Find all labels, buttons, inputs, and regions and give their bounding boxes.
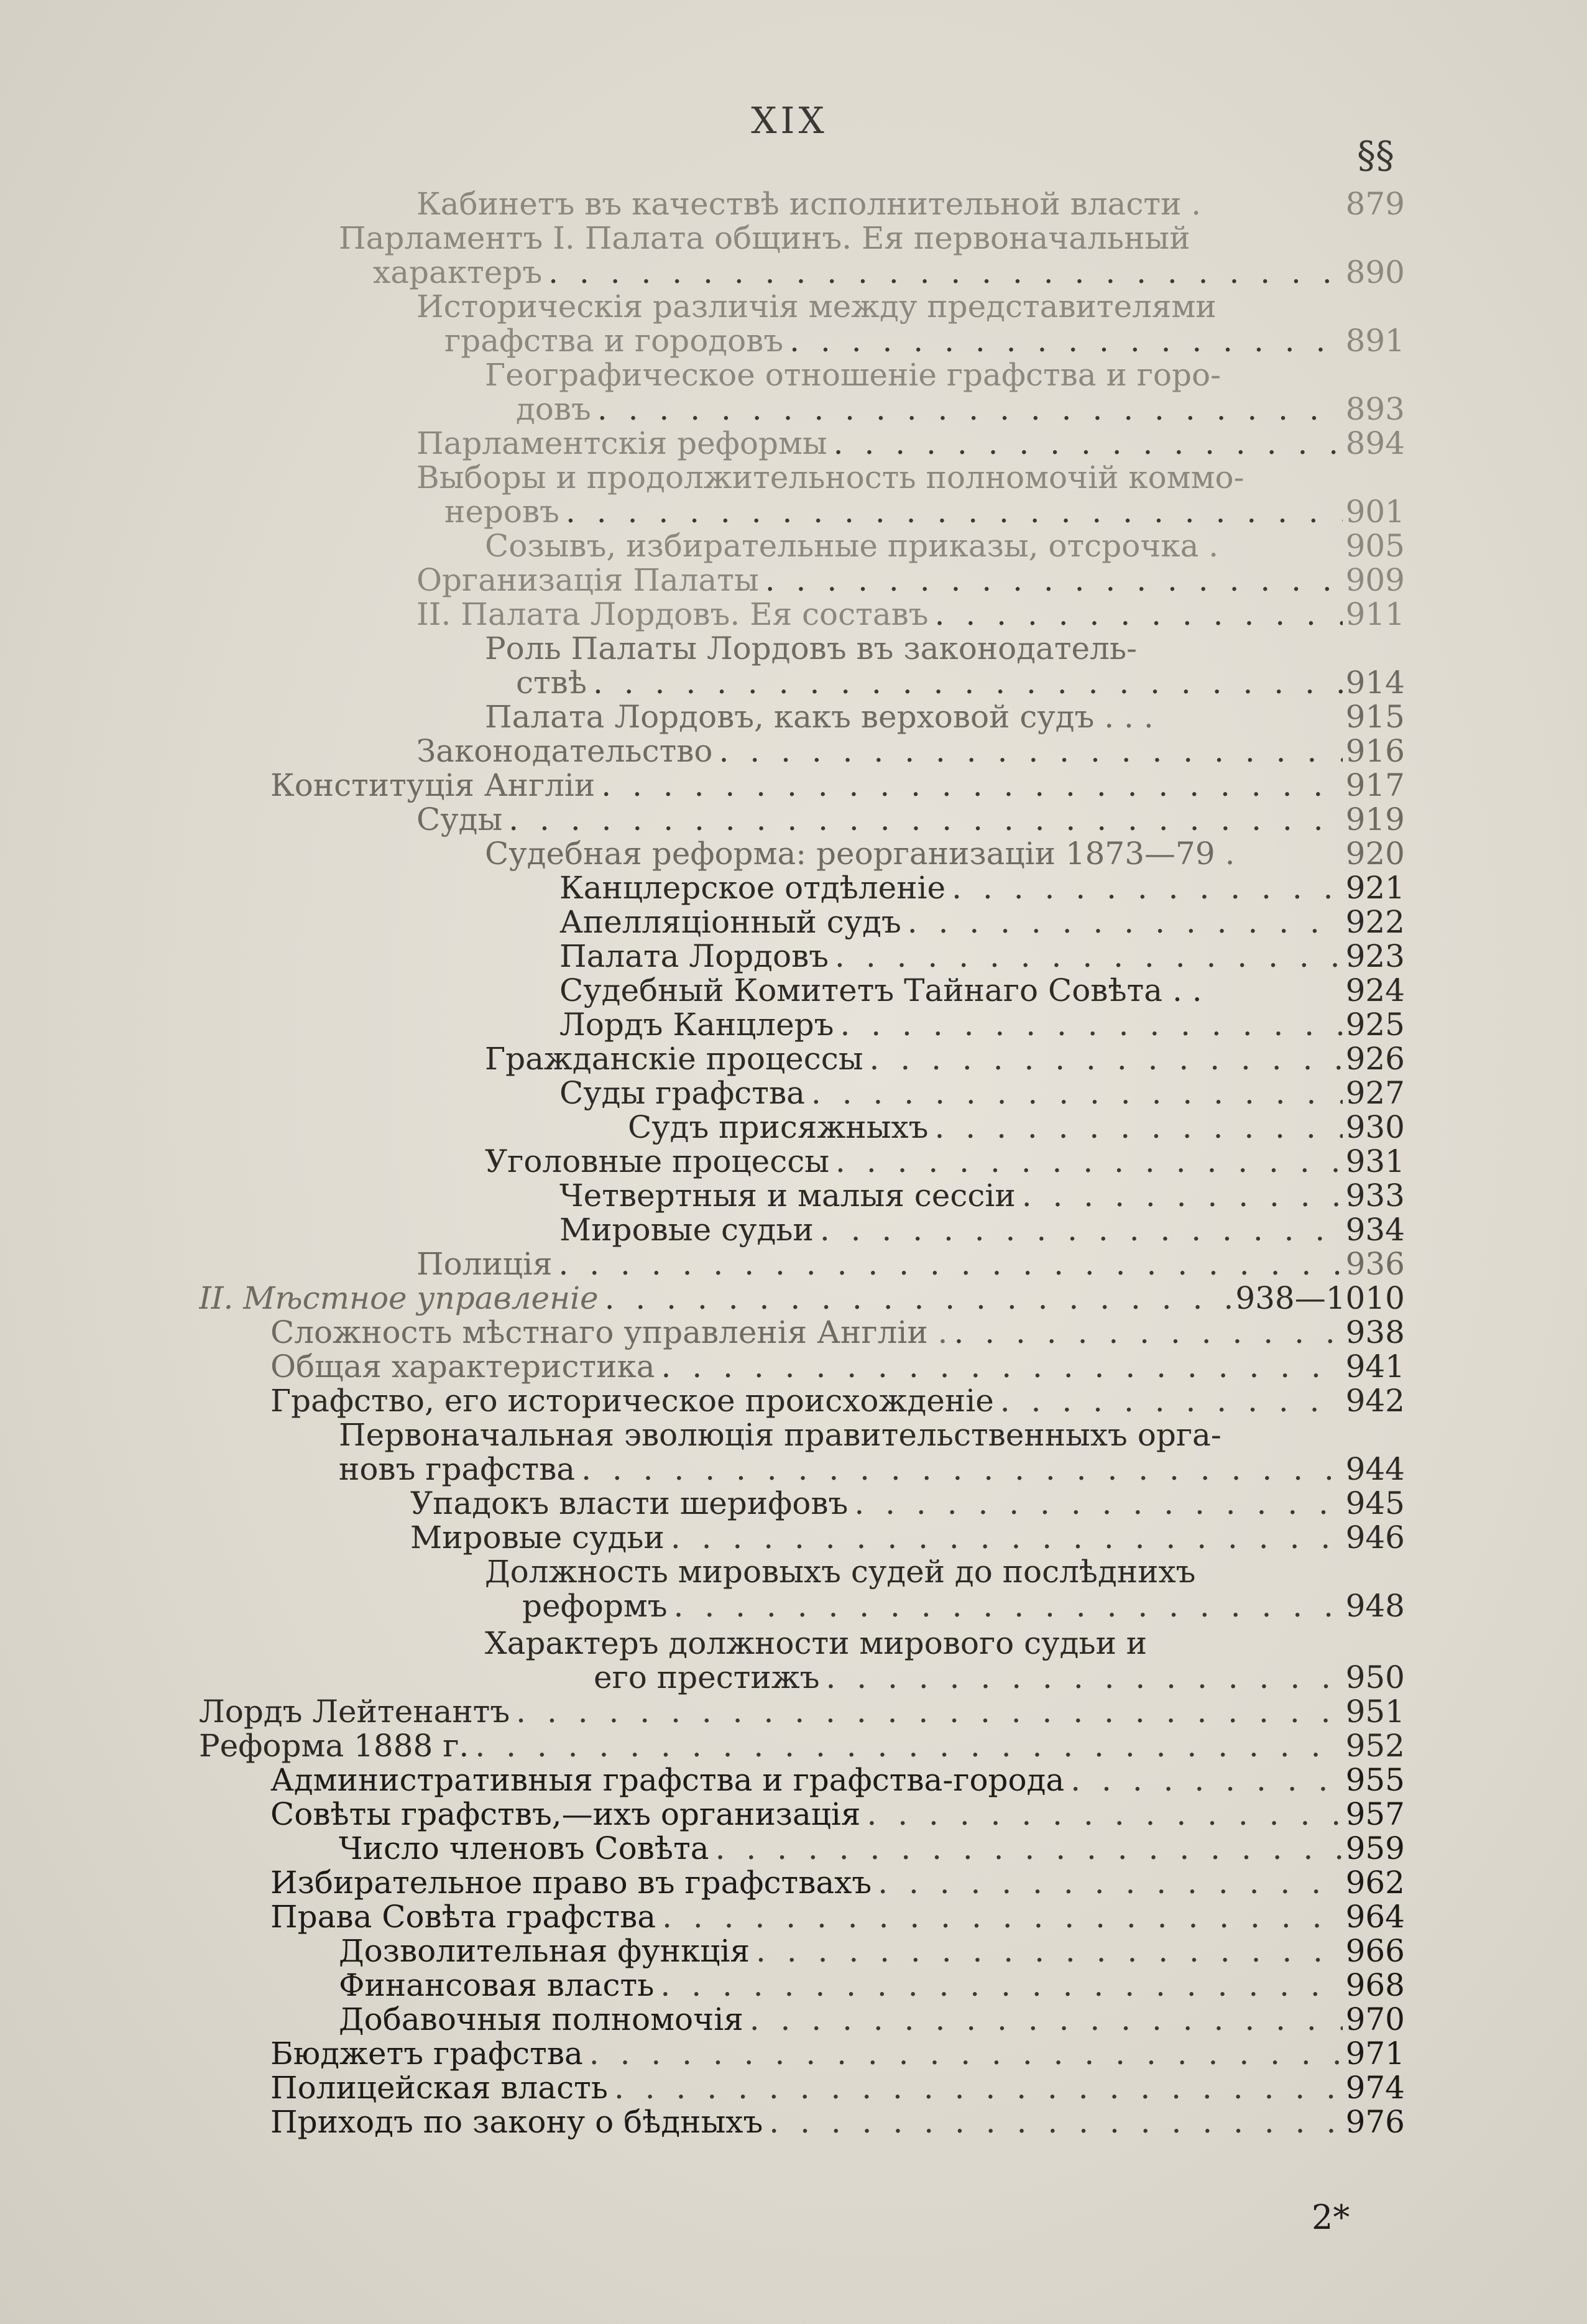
toc-leader xyxy=(759,563,1343,597)
toc-entry xyxy=(559,870,1405,905)
toc-entry-page: 950 xyxy=(1345,1660,1405,1695)
toc-entry-title: Упадокъ власти шерифовъ xyxy=(410,1486,849,1521)
toc-leader xyxy=(665,1520,1343,1555)
toc-leader xyxy=(713,734,1343,768)
toc-leader xyxy=(542,255,1343,290)
toc-entry-page: 952 xyxy=(1345,1728,1405,1763)
toc-section-page-range: 938—1010 xyxy=(1235,1281,1405,1316)
toc-entry xyxy=(270,1899,1405,1934)
toc-entry-title: Лордъ Канцлеръ xyxy=(559,1007,834,1042)
toc-entry-page: 934 xyxy=(1345,1212,1405,1247)
toc-leader xyxy=(763,2105,1343,2139)
toc-entry-title: Полиція xyxy=(416,1247,553,1281)
toc-entry-page: 959 xyxy=(1345,1831,1405,1866)
toc-entry-title: Уголовные процессы xyxy=(485,1144,830,1179)
toc-entry-title: Административныя графства и графства-города xyxy=(270,1763,1065,1797)
toc-entry-page: 930 xyxy=(1345,1110,1405,1145)
toc-entry-title: Суды графства xyxy=(559,1076,805,1110)
toc-entry-title: Историческія различія между представителями xyxy=(416,288,1217,325)
toc-entry-page: 964 xyxy=(1345,1899,1405,1934)
toc-entry xyxy=(410,1520,1405,1555)
signature-mark: 2* xyxy=(1312,2198,1350,2237)
toc-entry xyxy=(628,1110,1405,1145)
toc-entry-title-cont: довъ xyxy=(516,392,591,427)
toc-entry xyxy=(416,1247,1405,1281)
toc-entry-page: 924 xyxy=(1345,973,1405,1008)
toc-entry-page: 970 xyxy=(1345,2002,1405,2037)
toc-entry xyxy=(339,1934,1405,1968)
toc-entry xyxy=(339,1831,1405,1866)
toc-leader xyxy=(709,1831,1343,1866)
toc-leader xyxy=(805,1076,1343,1110)
toc-leader xyxy=(1064,1763,1343,1797)
toc-entry-page: 893 xyxy=(1345,392,1405,427)
toc-entry xyxy=(485,1144,1405,1179)
toc-leader xyxy=(860,1797,1343,1832)
toc-leader xyxy=(510,1694,1343,1729)
toc-entry-page: 948 xyxy=(1345,1589,1405,1623)
toc-entry-title: Полицейская власть xyxy=(270,2070,608,2105)
toc-entry-page: 911 xyxy=(1345,597,1405,632)
toc-entry-page: 945 xyxy=(1345,1486,1405,1521)
toc-entry xyxy=(485,528,1405,563)
toc-entry-title: Четвертныя и малыя сессіи xyxy=(559,1178,1016,1213)
toc-leader xyxy=(929,1110,1343,1145)
toc-entry-page: 879 xyxy=(1345,187,1405,221)
toc-leader xyxy=(591,392,1343,427)
toc-entry xyxy=(199,1694,1405,1729)
toc-leader xyxy=(945,870,1343,905)
toc-leader xyxy=(783,323,1343,358)
toc-entry-page: 926 xyxy=(1345,1041,1405,1076)
toc-entry-title: Первоначальная эволюція правительственныхъ орга- xyxy=(339,1417,1221,1453)
toc-entry-title: Организація Палаты xyxy=(416,563,759,597)
toc-entry xyxy=(270,768,1405,803)
toc-entry xyxy=(270,1315,1405,1350)
toc-leader xyxy=(872,1865,1343,1900)
toc-leader xyxy=(901,905,1343,939)
toc-entry xyxy=(270,2036,1405,2071)
toc-entry-title: Географическое отношеніе графства и горо- xyxy=(485,357,1221,393)
toc-entry-page: 922 xyxy=(1345,905,1405,939)
toc-entry-page: 968 xyxy=(1345,1968,1405,2003)
toc-leader xyxy=(834,1007,1343,1042)
toc-entry-page: 944 xyxy=(1345,1452,1405,1487)
toc-entry-title: II. Палата Лордовъ. Ея составъ xyxy=(416,597,929,632)
toc-entry-title: Канцлерское отдѣленіе xyxy=(559,870,946,905)
section-column-header: §§ xyxy=(1357,134,1394,177)
toc-entry-title: Законодательство xyxy=(416,734,713,768)
toc-entry xyxy=(270,1763,1405,1797)
toc-leader xyxy=(929,597,1343,632)
toc-entry-title: Приходъ по закону о бѣдныхъ xyxy=(270,2105,763,2139)
toc-entry xyxy=(516,665,1405,700)
toc-leader xyxy=(820,1660,1343,1695)
toc-entry xyxy=(339,1452,1405,1487)
toc-leader xyxy=(587,665,1343,700)
toc-entry-title-cont: ствѣ xyxy=(516,665,587,700)
toc-entry xyxy=(485,836,1405,871)
toc-entry xyxy=(516,392,1405,427)
toc-leader xyxy=(502,802,1343,837)
toc-entry-page: 931 xyxy=(1345,1144,1405,1179)
toc-entry-page: 966 xyxy=(1345,1934,1405,1968)
toc-leader xyxy=(599,1281,1236,1316)
toc-entry-title: Бюджетъ графства xyxy=(270,2036,583,2071)
toc-entry-title: Совѣты графствъ,—ихъ организація xyxy=(270,1797,861,1832)
toc-entry xyxy=(444,494,1405,529)
toc-leader xyxy=(469,1728,1343,1763)
toc-entry-title: Судебная реформа: реорганизаціи 1873—79 . xyxy=(485,836,1235,871)
toc-entry-title: Характеръ должности мирового судьи и xyxy=(485,1625,1148,1661)
toc-entry-title: Общая характеристика xyxy=(270,1349,655,1384)
toc-entry-page: 951 xyxy=(1345,1694,1405,1729)
toc-entry-title: Созывъ, избирательные приказы, отсрочка . xyxy=(485,528,1219,563)
toc-entry-page: 909 xyxy=(1345,563,1405,597)
toc-leader xyxy=(750,1934,1343,1968)
toc-entry xyxy=(270,1383,1405,1418)
toc-entry-title: Число членовъ Совѣта xyxy=(339,1831,709,1866)
toc-entry-title: Судъ присяжныхъ xyxy=(628,1110,929,1145)
toc-entry-title: Роль Палаты Лордовъ въ законодатель- xyxy=(485,630,1137,666)
toc-entry xyxy=(559,1212,1405,1247)
toc-entry xyxy=(559,1007,1405,1042)
toc-entry xyxy=(594,1660,1405,1695)
toc-leader xyxy=(827,426,1343,461)
toc-entry xyxy=(559,1178,1405,1213)
toc-entry-title-cont: характеръ xyxy=(373,255,543,290)
toc-leader xyxy=(552,1247,1343,1281)
toc-entry-page: 921 xyxy=(1345,870,1405,905)
toc-entry-title: Избирательное право въ графствахъ xyxy=(270,1865,872,1900)
toc-entry-page: 917 xyxy=(1345,768,1405,803)
toc-entry-title: Лордъ Лейтенантъ xyxy=(199,1694,510,1729)
toc-entry-page: 890 xyxy=(1345,255,1405,290)
toc-entry-page: 976 xyxy=(1345,2105,1405,2139)
toc-leader xyxy=(947,1315,1343,1350)
toc-entry xyxy=(416,426,1405,461)
toc-entry xyxy=(410,1486,1405,1521)
toc-entry xyxy=(270,2105,1405,2139)
toc-leader xyxy=(575,1452,1343,1487)
toc-leader xyxy=(848,1486,1343,1521)
toc-entry-title: Графство, его историческое происхожденіе xyxy=(270,1383,994,1418)
toc-leader xyxy=(994,1383,1343,1418)
toc-entry-page: 894 xyxy=(1345,426,1405,461)
toc-entry-title: Судебный Комитетъ Тайнаго Совѣта . . xyxy=(559,973,1202,1008)
toc-entry xyxy=(416,597,1405,632)
toc-entry-title-cont: реформъ xyxy=(522,1589,668,1623)
toc-entry-page: 920 xyxy=(1345,836,1405,871)
toc-entry-title: Парламентъ I. Палата общинъ. Ея первоначальный xyxy=(339,220,1190,256)
toc-entry xyxy=(416,734,1405,768)
toc-leader xyxy=(829,1144,1343,1179)
toc-entry-page: 915 xyxy=(1345,699,1405,734)
page-number: XIX xyxy=(751,99,828,142)
toc-entry-title: Мировые судьи xyxy=(559,1212,814,1247)
toc-entry-page: 955 xyxy=(1345,1763,1405,1797)
toc-entry-page: 946 xyxy=(1345,1520,1405,1555)
toc-entry xyxy=(270,1797,1405,1832)
toc-entry-title-cont: нeровъ xyxy=(444,494,559,529)
toc-entry-title-cont: его престижъ xyxy=(594,1660,820,1695)
toc-entry xyxy=(270,1865,1405,1900)
toc-entry-title: Гражданскіе процессы xyxy=(485,1041,863,1076)
toc-entry xyxy=(522,1589,1405,1623)
toc-entry-page: 925 xyxy=(1345,1007,1405,1042)
toc-section-title: II. Мѣстное управленіе xyxy=(199,1281,599,1316)
toc-leader xyxy=(595,768,1343,803)
toc-entry-title: Права Совѣта графства xyxy=(270,1899,656,1934)
toc-entry xyxy=(559,1076,1405,1110)
toc-entry xyxy=(270,2070,1405,2105)
toc-entry-title: Палата Лордовъ, какъ верховой судъ . . . xyxy=(485,699,1154,734)
toc-entry-page: 957 xyxy=(1345,1797,1405,1832)
toc-entry-page: 901 xyxy=(1345,494,1405,529)
toc-leader xyxy=(829,939,1343,974)
toc-leader xyxy=(656,1899,1343,1934)
toc-entry-title-cont: новъ графства xyxy=(339,1452,576,1487)
toc-entry-title-cont: графства и городовъ xyxy=(444,323,784,358)
toc-entry-page: 891 xyxy=(1345,323,1405,358)
toc-entry-title: Добавочныя полномочія xyxy=(339,2002,743,2037)
toc-entry xyxy=(559,973,1405,1008)
toc-leader xyxy=(863,1041,1343,1076)
toc-leader xyxy=(654,1968,1343,2003)
toc-entry xyxy=(339,1968,1405,2003)
toc-entry-page: 933 xyxy=(1345,1178,1405,1213)
toc-entry-page: 938 xyxy=(1345,1315,1405,1350)
toc-entry-page: 971 xyxy=(1345,2036,1405,2071)
toc-entry-page: 942 xyxy=(1345,1383,1405,1418)
toc-entry xyxy=(559,939,1405,974)
toc-section-entry xyxy=(199,1281,1405,1316)
toc-leader xyxy=(1016,1178,1343,1213)
toc-leader xyxy=(814,1212,1343,1247)
toc-entry-title: Суды xyxy=(416,802,503,837)
toc-entry xyxy=(559,905,1405,939)
toc-entry xyxy=(270,1349,1405,1384)
toc-entry xyxy=(485,699,1405,734)
toc-entry-title: Палата Лордовъ xyxy=(559,939,829,974)
toc-entry-title: Выборы и продолжительность полномочій коммо- xyxy=(416,459,1244,496)
toc-leader xyxy=(668,1589,1343,1623)
toc-entry-title: Реформа 1888 г. xyxy=(199,1728,469,1763)
toc-leader xyxy=(743,2002,1343,2037)
toc-entry-title: Парламентскія реформы xyxy=(416,426,827,461)
toc-leader xyxy=(559,494,1343,529)
toc-entry-page: 919 xyxy=(1345,802,1405,837)
toc-entry-page: 974 xyxy=(1345,2070,1405,2105)
toc-entry-page: 905 xyxy=(1345,528,1405,563)
toc-entry xyxy=(416,563,1405,597)
toc-entry-page: 923 xyxy=(1345,939,1405,974)
toc-entry-title: Конституція Англіи xyxy=(270,768,596,803)
toc-entry-page: 936 xyxy=(1345,1247,1405,1281)
toc-entry-page: 914 xyxy=(1345,665,1405,700)
toc-entry-title: Финансовая власть xyxy=(339,1968,655,2003)
toc-entry xyxy=(373,255,1405,290)
toc-entry xyxy=(339,2002,1405,2037)
toc-entry-page: 916 xyxy=(1345,734,1405,768)
toc-entry-title: Должность мировыхъ судей до послѣднихъ xyxy=(485,1554,1196,1590)
toc-leader xyxy=(608,2070,1343,2105)
toc-entry-title: Апелляціонный судъ xyxy=(559,905,901,939)
toc-entry-page: 941 xyxy=(1345,1349,1405,1384)
toc-entry-title: Мировые судьи xyxy=(410,1520,665,1555)
toc-entry-title: Кабинетъ въ качествѣ исполнительной власти . xyxy=(416,187,1202,221)
toc-entry xyxy=(416,187,1405,221)
toc-leader xyxy=(655,1349,1343,1384)
toc-leader xyxy=(583,2036,1343,2071)
toc-entry xyxy=(485,1041,1405,1076)
toc-entry xyxy=(416,802,1405,837)
toc-entry-page: 962 xyxy=(1345,1865,1405,1900)
toc-entry-page: 927 xyxy=(1345,1076,1405,1110)
toc-entry-title: Сложность мѣстнаго управленія Англіи . xyxy=(270,1315,948,1350)
toc-entry-title: Дозволительная функція xyxy=(339,1934,750,1968)
toc-entry xyxy=(199,1728,1405,1763)
toc-entry xyxy=(444,323,1405,358)
